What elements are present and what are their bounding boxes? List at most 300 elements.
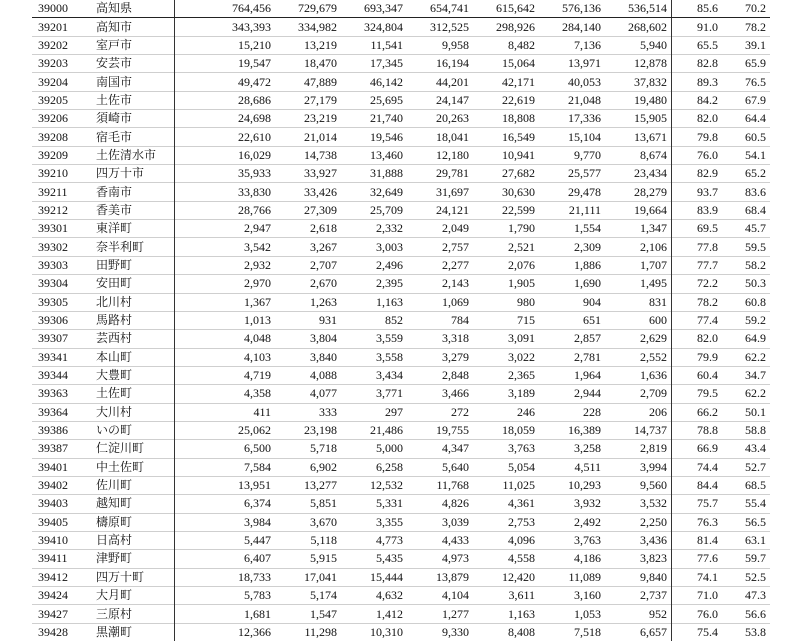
area-code-cell: 39203 <box>32 55 94 73</box>
table-row <box>32 531 770 549</box>
table-row <box>32 201 770 219</box>
table-row <box>32 311 770 329</box>
population-cell: 4,358 <box>175 385 272 403</box>
table-row <box>32 330 770 348</box>
ratio-cell: 82.0 <box>672 110 723 128</box>
population-cell: 1,707 <box>601 256 672 274</box>
ratio-cell: 53.8 <box>722 623 770 641</box>
ratio-cell: 76.3 <box>672 513 723 531</box>
population-cell: 3,611 <box>469 587 535 605</box>
area-name-cell: 馬路村 <box>94 311 175 329</box>
table-body <box>32 0 770 641</box>
population-cell: 2,521 <box>469 238 535 256</box>
population-cell: 3,258 <box>535 440 601 458</box>
population-cell: 3,670 <box>271 513 337 531</box>
ratio-cell: 65.2 <box>722 165 770 183</box>
population-cell: 980 <box>469 293 535 311</box>
area-name-cell: 高知県 <box>94 0 175 18</box>
population-cell: 1,069 <box>403 293 469 311</box>
area-code-cell: 39386 <box>32 421 94 439</box>
population-cell: 3,267 <box>271 238 337 256</box>
area-name-cell: 黒潮町 <box>94 623 175 641</box>
table-row <box>32 146 770 164</box>
population-cell: 6,500 <box>175 440 272 458</box>
population-cell: 17,041 <box>271 568 337 586</box>
population-cell: 3,091 <box>469 330 535 348</box>
ratio-cell: 65.5 <box>672 36 723 54</box>
population-cell: 23,219 <box>271 110 337 128</box>
population-cell: 31,697 <box>403 183 469 201</box>
population-cell: 46,142 <box>337 73 403 91</box>
area-code-cell: 39341 <box>32 348 94 366</box>
population-cell: 5,851 <box>271 495 337 513</box>
population-cell: 22,599 <box>469 201 535 219</box>
population-cell: 1,367 <box>175 293 272 311</box>
ratio-cell: 85.6 <box>672 0 723 18</box>
population-cell: 3,840 <box>271 348 337 366</box>
area-name-cell: 須崎市 <box>94 110 175 128</box>
area-name-cell: 大豊町 <box>94 366 175 384</box>
population-cell: 12,366 <box>175 623 272 641</box>
table-row <box>32 513 770 531</box>
area-code-cell: 39204 <box>32 73 94 91</box>
population-cell: 47,889 <box>271 73 337 91</box>
table-row <box>32 440 770 458</box>
table-row <box>32 55 770 73</box>
population-cell: 17,336 <box>535 110 601 128</box>
population-cell: 1,690 <box>535 275 601 293</box>
ratio-cell: 84.2 <box>672 91 723 109</box>
area-code-cell: 39209 <box>32 146 94 164</box>
area-name-cell: 芸西村 <box>94 330 175 348</box>
population-cell: 15,210 <box>175 36 272 54</box>
table-row <box>32 183 770 201</box>
ratio-cell: 81.4 <box>672 531 723 549</box>
population-cell: 37,832 <box>601 73 672 91</box>
area-code-cell: 39412 <box>32 568 94 586</box>
area-code-cell: 39202 <box>32 36 94 54</box>
population-cell: 1,886 <box>535 256 601 274</box>
population-cell: 4,347 <box>403 440 469 458</box>
ratio-cell: 84.4 <box>672 476 723 494</box>
population-cell: 5,000 <box>337 440 403 458</box>
population-cell: 2,365 <box>469 366 535 384</box>
area-code-cell: 39301 <box>32 220 94 238</box>
population-cell: 3,434 <box>337 366 403 384</box>
population-cell: 13,671 <box>601 128 672 146</box>
area-code-cell: 39364 <box>32 403 94 421</box>
population-cell: 3,160 <box>535 587 601 605</box>
area-code-cell: 39208 <box>32 128 94 146</box>
population-cell: 16,029 <box>175 146 272 164</box>
ratio-cell: 78.2 <box>672 293 723 311</box>
population-cell: 2,277 <box>403 256 469 274</box>
population-cell: 28,686 <box>175 91 272 109</box>
population-cell: 615,642 <box>469 0 535 18</box>
population-cell: 2,076 <box>469 256 535 274</box>
population-cell: 1,964 <box>535 366 601 384</box>
population-cell: 1,636 <box>601 366 672 384</box>
ratio-cell: 56.6 <box>722 605 770 623</box>
population-cell: 13,951 <box>175 476 272 494</box>
area-name-cell: 土佐町 <box>94 385 175 403</box>
population-cell: 600 <box>601 311 672 329</box>
area-name-cell: 宿毛市 <box>94 128 175 146</box>
population-cell: 1,412 <box>337 605 403 623</box>
ratio-cell: 64.9 <box>722 330 770 348</box>
population-cell: 12,180 <box>403 146 469 164</box>
ratio-cell: 60.8 <box>722 293 770 311</box>
ratio-cell: 76.5 <box>722 73 770 91</box>
ratio-cell: 79.9 <box>672 348 723 366</box>
population-cell: 715 <box>469 311 535 329</box>
ratio-cell: 74.1 <box>672 568 723 586</box>
ratio-cell: 83.6 <box>722 183 770 201</box>
population-cell: 343,393 <box>175 18 272 36</box>
population-cell: 6,407 <box>175 550 272 568</box>
population-cell: 11,089 <box>535 568 601 586</box>
table-row <box>32 36 770 54</box>
population-cell: 12,420 <box>469 568 535 586</box>
population-cell: 16,389 <box>535 421 601 439</box>
ratio-cell: 82.9 <box>672 165 723 183</box>
population-cell: 18,059 <box>469 421 535 439</box>
area-name-cell: 安田町 <box>94 275 175 293</box>
area-code-cell: 39410 <box>32 531 94 549</box>
ratio-cell: 39.1 <box>722 36 770 54</box>
population-cell: 11,298 <box>271 623 337 641</box>
area-name-cell: 土佐市 <box>94 91 175 109</box>
ratio-cell: 66.9 <box>672 440 723 458</box>
population-cell: 15,104 <box>535 128 601 146</box>
table-row <box>32 73 770 91</box>
population-cell: 16,194 <box>403 55 469 73</box>
population-cell: 8,674 <box>601 146 672 164</box>
population-cell: 22,610 <box>175 128 272 146</box>
population-cell: 33,927 <box>271 165 337 183</box>
area-code-cell: 39210 <box>32 165 94 183</box>
area-code-cell: 39363 <box>32 385 94 403</box>
population-cell: 14,738 <box>271 146 337 164</box>
ratio-cell: 71.0 <box>672 587 723 605</box>
ratio-cell: 34.7 <box>722 366 770 384</box>
population-cell: 18,733 <box>175 568 272 586</box>
population-cell: 25,577 <box>535 165 601 183</box>
population-cell: 5,940 <box>601 36 672 54</box>
population-cell: 852 <box>337 311 403 329</box>
population-cell: 228 <box>535 403 601 421</box>
population-cell: 24,147 <box>403 91 469 109</box>
population-cell: 3,763 <box>535 531 601 549</box>
population-cell: 2,757 <box>403 238 469 256</box>
area-name-cell: 檮原町 <box>94 513 175 531</box>
table-row <box>32 605 770 623</box>
population-cell: 28,766 <box>175 201 272 219</box>
ratio-cell: 52.7 <box>722 458 770 476</box>
population-cell: 9,840 <box>601 568 672 586</box>
ratio-cell: 77.4 <box>672 311 723 329</box>
population-cell: 729,679 <box>271 0 337 18</box>
population-cell: 4,077 <box>271 385 337 403</box>
population-cell: 931 <box>271 311 337 329</box>
table-row <box>32 91 770 109</box>
table-row <box>32 587 770 605</box>
population-cell: 576,136 <box>535 0 601 18</box>
population-cell: 4,719 <box>175 366 272 384</box>
area-code-cell: 39302 <box>32 238 94 256</box>
population-cell: 13,879 <box>403 568 469 586</box>
area-code-cell: 39306 <box>32 311 94 329</box>
population-cell: 2,395 <box>337 275 403 293</box>
area-name-cell: 南国市 <box>94 73 175 91</box>
table-row <box>32 18 770 36</box>
population-cell: 1,277 <box>403 605 469 623</box>
population-cell: 3,189 <box>469 385 535 403</box>
population-cell: 35,933 <box>175 165 272 183</box>
population-cell: 25,695 <box>337 91 403 109</box>
area-name-cell: いの町 <box>94 421 175 439</box>
population-cell: 4,096 <box>469 531 535 549</box>
table-row <box>32 403 770 421</box>
population-cell: 206 <box>601 403 672 421</box>
area-name-cell: 香南市 <box>94 183 175 201</box>
ratio-cell: 63.1 <box>722 531 770 549</box>
population-cell: 333 <box>271 403 337 421</box>
ratio-cell: 69.5 <box>672 220 723 238</box>
area-name-cell: 日高村 <box>94 531 175 549</box>
population-cell: 4,048 <box>175 330 272 348</box>
population-cell: 3,558 <box>337 348 403 366</box>
population-cell: 49,472 <box>175 73 272 91</box>
table-row <box>32 165 770 183</box>
population-cell: 2,049 <box>403 220 469 238</box>
population-cell: 13,971 <box>535 55 601 73</box>
population-cell: 5,640 <box>403 458 469 476</box>
population-cell: 2,932 <box>175 256 272 274</box>
population-cell: 4,186 <box>535 550 601 568</box>
area-code-cell: 39303 <box>32 256 94 274</box>
population-cell: 1,053 <box>535 605 601 623</box>
ratio-cell: 52.5 <box>722 568 770 586</box>
population-cell: 9,330 <box>403 623 469 641</box>
population-cell: 3,279 <box>403 348 469 366</box>
population-cell: 3,994 <box>601 458 672 476</box>
population-cell: 31,888 <box>337 165 403 183</box>
ratio-cell: 50.1 <box>722 403 770 421</box>
population-cell: 654,741 <box>403 0 469 18</box>
population-cell: 3,559 <box>337 330 403 348</box>
area-name-cell: 中土佐町 <box>94 458 175 476</box>
population-cell: 14,737 <box>601 421 672 439</box>
population-cell: 284,140 <box>535 18 601 36</box>
population-cell: 13,219 <box>271 36 337 54</box>
population-cell: 2,707 <box>271 256 337 274</box>
population-cell: 27,179 <box>271 91 337 109</box>
table-row <box>32 458 770 476</box>
area-code-cell: 39212 <box>32 201 94 219</box>
population-cell: 2,552 <box>601 348 672 366</box>
population-cell: 44,201 <box>403 73 469 91</box>
population-cell: 15,444 <box>337 568 403 586</box>
area-name-cell: 四万十町 <box>94 568 175 586</box>
population-cell: 5,783 <box>175 587 272 605</box>
population-cell: 5,447 <box>175 531 272 549</box>
ratio-cell: 59.7 <box>722 550 770 568</box>
table-row <box>32 568 770 586</box>
ratio-cell: 89.3 <box>672 73 723 91</box>
population-cell: 2,492 <box>535 513 601 531</box>
area-name-cell: 本山町 <box>94 348 175 366</box>
ratio-cell: 43.4 <box>722 440 770 458</box>
ratio-cell: 75.4 <box>672 623 723 641</box>
population-cell: 1,547 <box>271 605 337 623</box>
area-name-cell: 大川村 <box>94 403 175 421</box>
area-code-cell: 39401 <box>32 458 94 476</box>
ratio-cell: 76.0 <box>672 605 723 623</box>
population-cell: 5,118 <box>271 531 337 549</box>
population-cell: 3,532 <box>601 495 672 513</box>
area-code-cell: 39307 <box>32 330 94 348</box>
ratio-cell: 68.5 <box>722 476 770 494</box>
population-cell: 10,293 <box>535 476 601 494</box>
population-cell: 3,318 <box>403 330 469 348</box>
population-cell: 1,790 <box>469 220 535 238</box>
population-cell: 21,740 <box>337 110 403 128</box>
population-cell: 12,532 <box>337 476 403 494</box>
area-code-cell: 39403 <box>32 495 94 513</box>
population-cell: 2,709 <box>601 385 672 403</box>
population-cell: 1,163 <box>337 293 403 311</box>
population-cell: 268,602 <box>601 18 672 36</box>
population-cell: 411 <box>175 403 272 421</box>
area-code-cell: 39387 <box>32 440 94 458</box>
population-cell: 16,549 <box>469 128 535 146</box>
population-cell: 1,163 <box>469 605 535 623</box>
population-cell: 2,947 <box>175 220 272 238</box>
population-cell: 8,482 <box>469 36 535 54</box>
population-cell: 15,064 <box>469 55 535 73</box>
population-cell: 3,003 <box>337 238 403 256</box>
population-cell: 4,558 <box>469 550 535 568</box>
population-cell: 21,048 <box>535 91 601 109</box>
population-cell: 11,768 <box>403 476 469 494</box>
population-cell: 4,632 <box>337 587 403 605</box>
ratio-cell: 59.2 <box>722 311 770 329</box>
area-name-cell: 土佐清水市 <box>94 146 175 164</box>
area-name-cell: 仁淀川町 <box>94 440 175 458</box>
table-row <box>32 421 770 439</box>
population-cell: 18,041 <box>403 128 469 146</box>
population-cell: 9,770 <box>535 146 601 164</box>
area-name-cell: 安芸市 <box>94 55 175 73</box>
population-cell: 904 <box>535 293 601 311</box>
ratio-cell: 58.2 <box>722 256 770 274</box>
population-cell: 2,944 <box>535 385 601 403</box>
population-cell: 4,433 <box>403 531 469 549</box>
ratio-cell: 50.3 <box>722 275 770 293</box>
ratio-cell: 82.8 <box>672 55 723 73</box>
area-code-cell: 39405 <box>32 513 94 531</box>
population-cell: 5,174 <box>271 587 337 605</box>
population-cell: 2,332 <box>337 220 403 238</box>
population-cell: 9,560 <box>601 476 672 494</box>
ratio-cell: 60.4 <box>672 366 723 384</box>
population-cell: 324,804 <box>337 18 403 36</box>
population-cell: 10,941 <box>469 146 535 164</box>
population-cell: 5,915 <box>271 550 337 568</box>
ratio-cell: 79.5 <box>672 385 723 403</box>
population-cell: 536,514 <box>601 0 672 18</box>
ratio-cell: 65.9 <box>722 55 770 73</box>
population-cell: 2,781 <box>535 348 601 366</box>
population-cell: 5,331 <box>337 495 403 513</box>
population-cell: 1,347 <box>601 220 672 238</box>
area-name-cell: 大月町 <box>94 587 175 605</box>
population-cell: 18,470 <box>271 55 337 73</box>
population-cell: 651 <box>535 311 601 329</box>
population-cell: 19,547 <box>175 55 272 73</box>
area-code-cell: 39205 <box>32 91 94 109</box>
table-row <box>32 110 770 128</box>
ratio-cell: 93.7 <box>672 183 723 201</box>
area-code-cell: 39304 <box>32 275 94 293</box>
population-cell: 4,511 <box>535 458 601 476</box>
population-cell: 2,670 <box>271 275 337 293</box>
area-code-cell: 39427 <box>32 605 94 623</box>
population-cell: 7,518 <box>535 623 601 641</box>
population-cell: 23,434 <box>601 165 672 183</box>
population-cell: 25,709 <box>337 201 403 219</box>
population-cell: 2,629 <box>601 330 672 348</box>
population-cell: 25,062 <box>175 421 272 439</box>
table-row <box>32 293 770 311</box>
area-name-cell: 田野町 <box>94 256 175 274</box>
area-code-cell: 39428 <box>32 623 94 641</box>
population-cell: 13,277 <box>271 476 337 494</box>
ratio-cell: 70.2 <box>722 0 770 18</box>
table-row <box>32 275 770 293</box>
area-name-cell: 佐川町 <box>94 476 175 494</box>
population-cell: 29,781 <box>403 165 469 183</box>
area-name-cell: 室戸市 <box>94 36 175 54</box>
population-cell: 27,309 <box>271 201 337 219</box>
ratio-cell: 68.4 <box>722 201 770 219</box>
population-cell: 19,480 <box>601 91 672 109</box>
population-cell: 3,804 <box>271 330 337 348</box>
population-cell: 4,973 <box>403 550 469 568</box>
table-row <box>32 128 770 146</box>
area-name-cell: 高知市 <box>94 18 175 36</box>
table-row <box>32 238 770 256</box>
population-cell: 29,478 <box>535 183 601 201</box>
ratio-cell: 64.4 <box>722 110 770 128</box>
population-cell: 28,279 <box>601 183 672 201</box>
ratio-cell: 91.0 <box>672 18 723 36</box>
population-cell: 2,737 <box>601 587 672 605</box>
table-row <box>32 220 770 238</box>
population-cell: 21,111 <box>535 201 601 219</box>
ratio-cell: 77.7 <box>672 256 723 274</box>
table-row <box>32 385 770 403</box>
ratio-cell: 76.0 <box>672 146 723 164</box>
population-cell: 9,958 <box>403 36 469 54</box>
population-cell: 24,698 <box>175 110 272 128</box>
population-cell: 7,584 <box>175 458 272 476</box>
ratio-cell: 82.0 <box>672 330 723 348</box>
area-code-cell: 39201 <box>32 18 94 36</box>
population-cell: 42,171 <box>469 73 535 91</box>
population-cell: 2,753 <box>469 513 535 531</box>
